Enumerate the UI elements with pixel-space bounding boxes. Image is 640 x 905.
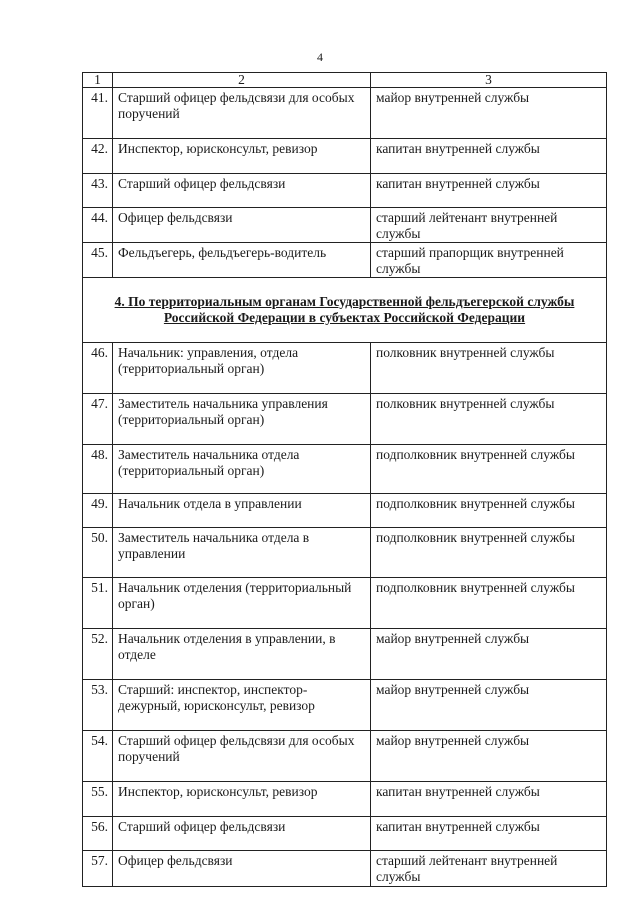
position-rank: подполковник внутренней службы [371,445,607,494]
column-header: 2 [113,73,371,88]
column-header: 3 [371,73,607,88]
table-row [83,782,607,817]
page-number: 4 [317,50,323,64]
position-title: Начальник отдела в управлении [113,494,371,528]
table-row [83,88,607,139]
position-title: Заместитель начальника отдела (территориальный орган) [113,445,371,494]
row-number: 45. [83,243,113,278]
table-row [83,731,607,782]
position-title: Старший офицер фельдсвязи [113,817,371,851]
position-rank: старший прапорщик внутренней службы [371,243,607,278]
position-rank: майор внутренней службы [371,680,607,731]
position-title: Инспектор, юрисконсульт, ревизор [113,782,371,817]
position-title: Старший офицер фельдсвязи для особых поручений [113,731,371,782]
table-row [83,817,607,851]
position-title: Заместитель начальника управления (территориальный орган) [113,394,371,445]
position-rank: старший лейтенант внутренней службы [371,851,607,887]
row-number: 57. [83,851,113,887]
position-rank: капитан внутренней службы [371,174,607,208]
position-title: Фельдъегерь, фельдъегерь-водитель [113,243,371,278]
position-rank: майор внутренней службы [371,731,607,782]
position-rank: майор внутренней службы [371,629,607,680]
table-row [83,394,607,445]
row-number: 56. [83,817,113,851]
row-number: 47. [83,394,113,445]
section-heading-row [83,278,607,343]
row-number: 46. [83,343,113,394]
position-rank: подполковник внутренней службы [371,578,607,629]
table-row [83,851,607,887]
row-number: 51. [83,578,113,629]
table-row [83,174,607,208]
row-number: 43. [83,174,113,208]
position-title: Начальник отделения (территориальный орган) [113,578,371,629]
position-rank: подполковник внутренней службы [371,494,607,528]
table-row [83,208,607,243]
position-title: Старший офицер фельдсвязи для особых поручений [113,88,371,139]
position-title: Инспектор, юрисконсульт, ревизор [113,139,371,174]
position-title: Старший: инспектор, инспектор-дежурный, юрисконсульт, ревизор [113,680,371,731]
row-number: 54. [83,731,113,782]
position-title: Старший офицер фельдсвязи [113,174,371,208]
table-row [83,139,607,174]
position-rank: капитан внутренней службы [371,782,607,817]
table-row [83,528,607,578]
table-row [83,680,607,731]
table-row [83,578,607,629]
position-title: Заместитель начальника отдела в управлении [113,528,371,578]
row-number: 48. [83,445,113,494]
table-row [83,445,607,494]
table-row [83,494,607,528]
row-number: 42. [83,139,113,174]
positions-table [82,72,607,887]
table-row [83,343,607,394]
position-title: Офицер фельдсвязи [113,208,371,243]
row-number: 44. [83,208,113,243]
position-rank: старший лейтенант внутренней службы [371,208,607,243]
row-number: 52. [83,629,113,680]
row-number: 49. [83,494,113,528]
table-row [83,629,607,680]
row-number: 41. [83,88,113,139]
row-number: 50. [83,528,113,578]
section-heading: 4. По территориальным органам Государственной фельдъегерской службы Российской Федерации в субъектах Российской Федерации [83,278,607,343]
table-header-row [83,73,607,88]
row-number: 53. [83,680,113,731]
position-rank: майор внутренней службы [371,88,607,139]
position-rank: подполковник внутренней службы [371,528,607,578]
row-number: 55. [83,782,113,817]
column-header: 1 [83,73,113,88]
position-title: Офицер фельдсвязи [113,851,371,887]
table-row [83,243,607,278]
position-title: Начальник отделения в управлении, в отделе [113,629,371,680]
position-rank: полковник внутренней службы [371,394,607,445]
position-title: Начальник: управления, отдела (территориальный орган) [113,343,371,394]
position-rank: капитан внутренней службы [371,139,607,174]
position-rank: капитан внутренней службы [371,817,607,851]
position-rank: полковник внутренней службы [371,343,607,394]
